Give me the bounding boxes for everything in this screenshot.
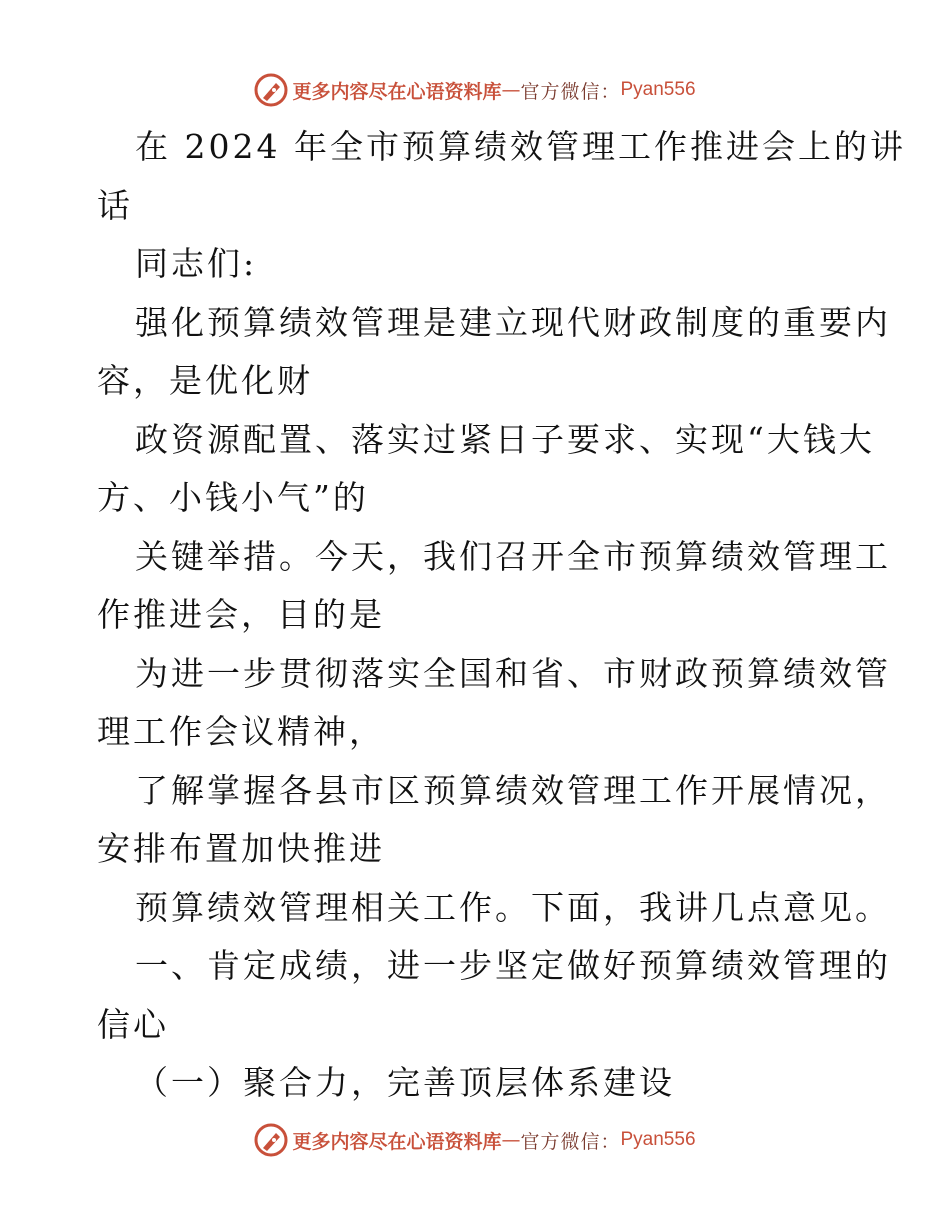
paragraph-line: 方、小钱小气”的	[97, 478, 369, 517]
watermark-wechat-id: Pyan556	[620, 79, 696, 100]
paragraph-line: 作推进会，目的是	[97, 595, 385, 634]
footer-watermark	[0, 1120, 950, 1160]
paragraph-line: 政资源配置、落实过紧日子要求、实现“大钱大	[135, 419, 875, 459]
pen-nib-seal-icon	[254, 73, 288, 107]
section-heading-line-1: 一、肯定成绩，进一步坚定做好预算绩效管理的	[135, 946, 891, 985]
pen-nib-seal-icon	[254, 1123, 288, 1157]
paragraph-line: 容，是优化财	[97, 361, 313, 400]
watermark-separator: —	[501, 79, 521, 101]
watermark-wechat-label: 官方微信：	[520, 1130, 621, 1153]
document-title-line-2: 话	[97, 185, 133, 225]
watermark-separator: —	[501, 1129, 521, 1151]
subsection-heading: （一）聚合力，完善顶层体系建设	[135, 1063, 675, 1102]
paragraph-line: 为进一步贯彻落实全国和省、市财政预算绩效管	[135, 653, 891, 693]
paragraph-line: 了解掌握各县市区预算绩效管理工作开展情况，	[135, 770, 891, 810]
document-body	[97, 118, 906, 1113]
watermark-main-text: 更多内容尽在心语资料库	[292, 80, 502, 103]
header-watermark	[0, 70, 950, 110]
watermark-wechat-id: Pyan556	[620, 1129, 696, 1150]
document-title-line-1: 在 2024 年全市预算绩效管理工作推进会上的讲	[135, 127, 906, 166]
paragraph-line: 强化预算绩效管理是建立现代财政制度的重要内	[135, 302, 891, 342]
section-heading-line-2: 信心	[97, 1004, 169, 1044]
salutation: 同志们:	[135, 244, 258, 283]
watermark-wechat-label: 官方微信：	[520, 80, 621, 103]
paragraph-line: 安排布置加快推进	[97, 829, 385, 868]
paragraph-line: 关键举措。今天，我们召开全市预算绩效管理工	[135, 536, 891, 576]
paragraph-line: 预算绩效管理相关工作。下面，我讲几点意见。	[135, 887, 891, 927]
watermark-main-text: 更多内容尽在心语资料库	[292, 1130, 502, 1153]
paragraph-line: 理工作会议精神，	[97, 712, 385, 751]
